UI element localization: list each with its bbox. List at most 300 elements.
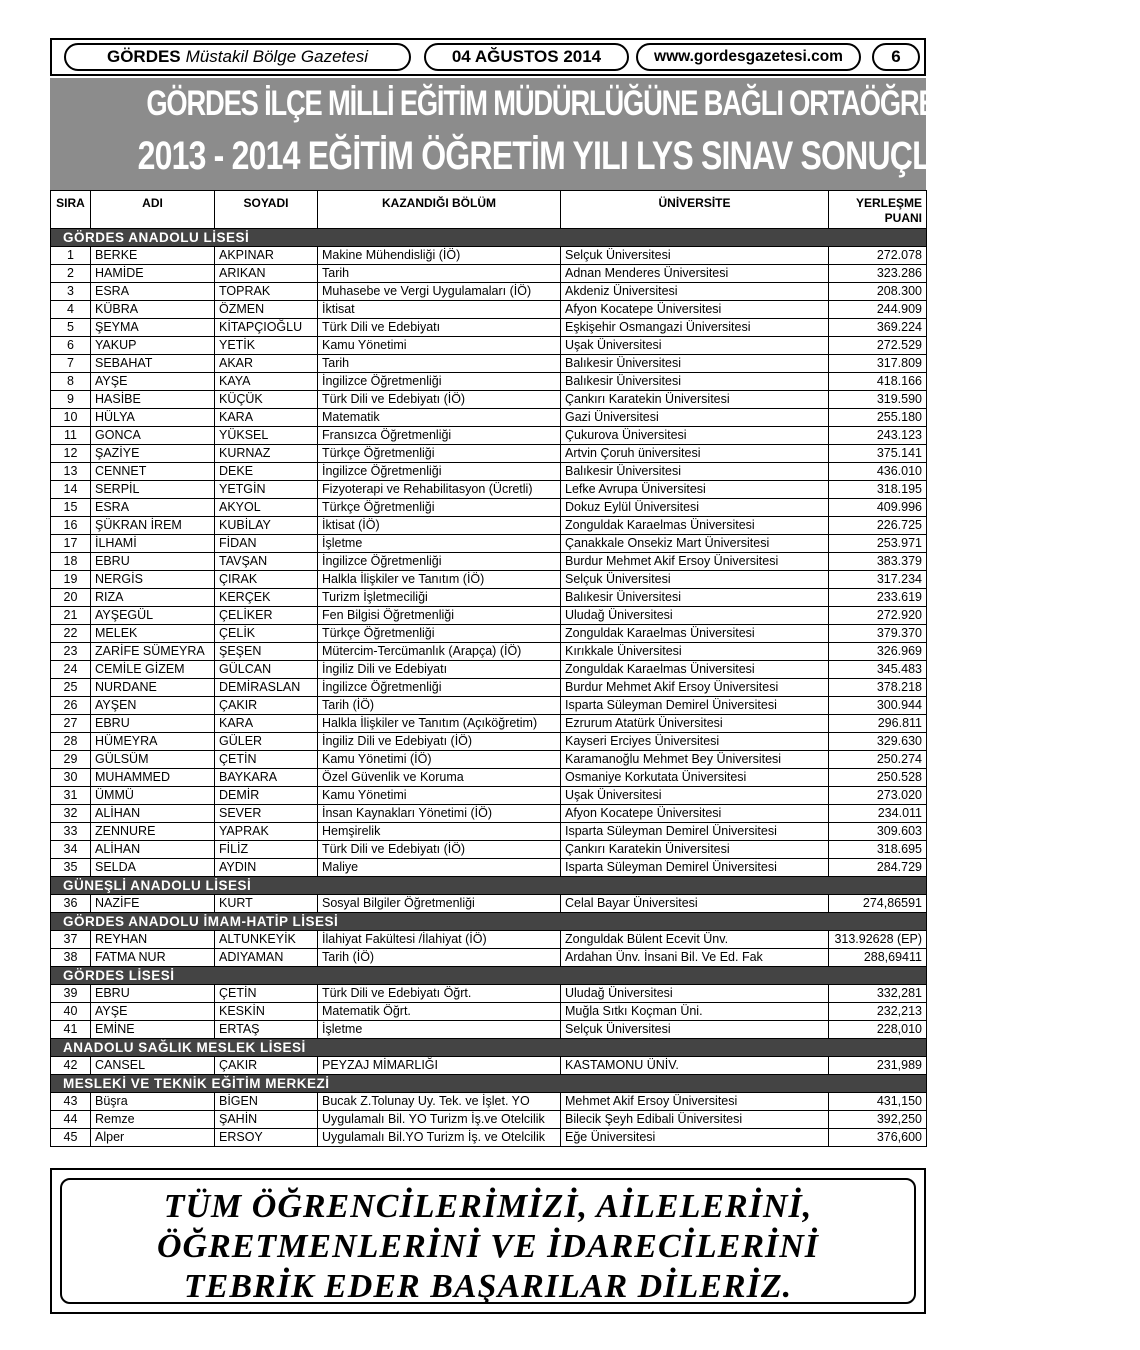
university: Isparta Süleyman Demirel Üniversitesi	[561, 859, 829, 877]
first-name: AYŞEGÜL	[91, 607, 215, 625]
university: Uludağ Üniversitesi	[561, 985, 829, 1003]
first-name: SERPİL	[91, 481, 215, 499]
department: Türk Dili ve Edebiyatı (İÖ)	[318, 391, 561, 409]
department: Maliye	[318, 859, 561, 877]
row-number: 34	[51, 841, 91, 859]
table-row	[51, 337, 927, 355]
first-name: EMİNE	[91, 1021, 215, 1039]
first-name: ZENNURE	[91, 823, 215, 841]
first-name: CENNET	[91, 463, 215, 481]
row-number: 26	[51, 697, 91, 715]
department: Muhasebe ve Vergi Uygulamaları (İÖ)	[318, 283, 561, 301]
closing-line3: TEBRİK EDER BAŞARILAR DİLERİZ.	[183, 1268, 793, 1305]
table-row	[51, 427, 927, 445]
university: Lefke Avrupa Üniversitesi	[561, 481, 829, 499]
table-row	[51, 661, 927, 679]
last-name: AKPINAR	[215, 247, 318, 265]
first-name: RIZA	[91, 589, 215, 607]
placement-score: 255.180	[829, 409, 927, 427]
department: İngilizce Öğretmenliği	[318, 553, 561, 571]
table-row	[51, 733, 927, 751]
table-row	[51, 409, 927, 427]
last-name: AKYOL	[215, 499, 318, 517]
first-name: ŞEYMA	[91, 319, 215, 337]
first-name: GÜLSÜM	[91, 751, 215, 769]
last-name: DEMİRASLAN	[215, 679, 318, 697]
department: Özel Güvenlik ve Koruma	[318, 769, 561, 787]
closing-line1: TÜM ÖĞRENCİLERİMİZİ, AİLELERİNİ,	[163, 1188, 813, 1225]
section-title: MESLEKİ VE TEKNİK EĞİTİM MERKEZİ	[51, 1075, 927, 1093]
table-row	[51, 805, 927, 823]
university: Afyon Kocatepe Üniversitesi	[561, 301, 829, 319]
last-name: TAVŞAN	[215, 553, 318, 571]
last-name: DEMİR	[215, 787, 318, 805]
university: Ardahan Ünv. İnsani Bil. Ve Ed. Fak	[561, 949, 829, 967]
last-name: ÇAKIR	[215, 1057, 318, 1075]
column-header: SIRA	[51, 191, 91, 229]
department: Türkçe Öğretmenliği	[318, 625, 561, 643]
row-number: 33	[51, 823, 91, 841]
placement-score: 431,150	[829, 1093, 927, 1111]
first-name: ŞAZİYE	[91, 445, 215, 463]
first-name: HAMİDE	[91, 265, 215, 283]
closing-message-box	[50, 1168, 926, 1314]
department: İngilizce Öğretmenliği	[318, 373, 561, 391]
first-name: ESRA	[91, 499, 215, 517]
table-row	[51, 625, 927, 643]
department: Türkçe Öğretmenliği	[318, 445, 561, 463]
university: Zonguldak Karaelmas Üniversitesi	[561, 661, 829, 679]
row-number: 13	[51, 463, 91, 481]
table-row	[51, 697, 927, 715]
table-row	[51, 1057, 927, 1075]
first-name: AYŞEN	[91, 697, 215, 715]
last-name: BAYKARA	[215, 769, 318, 787]
last-name: YAPRAK	[215, 823, 318, 841]
table-row	[51, 301, 927, 319]
first-name: EBRU	[91, 715, 215, 733]
placement-score: 272.078	[829, 247, 927, 265]
table-row	[51, 355, 927, 373]
row-number: 36	[51, 895, 91, 913]
row-number: 6	[51, 337, 91, 355]
section-header-row	[51, 1075, 927, 1093]
first-name: ZARİFE SÜMEYRA	[91, 643, 215, 661]
last-name: AKAR	[215, 355, 318, 373]
results-table	[50, 190, 927, 1147]
first-name: GONCA	[91, 427, 215, 445]
last-name: ÇETİN	[215, 751, 318, 769]
first-name: KÜBRA	[91, 301, 215, 319]
section-header-row	[51, 1039, 927, 1057]
last-name: BİGEN	[215, 1093, 318, 1111]
page-number: 6	[872, 43, 920, 71]
row-number: 24	[51, 661, 91, 679]
first-name: AYŞE	[91, 1003, 215, 1021]
first-name: CANSEL	[91, 1057, 215, 1075]
first-name: FATMA NUR	[91, 949, 215, 967]
row-number: 2	[51, 265, 91, 283]
department: Makine Mühendisliği (İÖ)	[318, 247, 561, 265]
department: Fen Bilgisi Öğretmenliği	[318, 607, 561, 625]
last-name: DEKE	[215, 463, 318, 481]
placement-score: 317.234	[829, 571, 927, 589]
placement-score: 436.010	[829, 463, 927, 481]
first-name: NERGİS	[91, 571, 215, 589]
department: Tarih (İÖ)	[318, 949, 561, 967]
last-name: ÖZMEN	[215, 301, 318, 319]
row-number: 11	[51, 427, 91, 445]
last-name: ÇELİKER	[215, 607, 318, 625]
website-link[interactable]: www.gordesgazetesi.com	[636, 43, 861, 71]
table-row	[51, 265, 927, 283]
section-title: GÖRDES LİSESİ	[51, 967, 927, 985]
placement-score: 233.619	[829, 589, 927, 607]
placement-score: 418.166	[829, 373, 927, 391]
department: Uygulamalı Bil.YO Turizm İş. ve Otelcilik	[318, 1129, 561, 1147]
section-title: ANADOLU SAĞLIK MESLEK LİSESİ	[51, 1039, 927, 1057]
placement-score: 318.695	[829, 841, 927, 859]
row-number: 41	[51, 1021, 91, 1039]
table-row	[51, 1093, 927, 1111]
row-number: 38	[51, 949, 91, 967]
university: Eşkişehir Osmangazi Üniversitesi	[561, 319, 829, 337]
table-row	[51, 787, 927, 805]
paper-subtitle: Müstakil Bölge Gazetesi	[185, 47, 369, 66]
placement-score: 228,010	[829, 1021, 927, 1039]
row-number: 40	[51, 1003, 91, 1021]
university: Zonguldak Karaelmas Üniversitesi	[561, 517, 829, 535]
closing-line2: ÖĞRETMENLERİNİ VE İDARECİLERİNİ	[156, 1228, 820, 1265]
university: Balıkesir Üniversitesi	[561, 373, 829, 391]
last-name: KİTAPÇIOĞLU	[215, 319, 318, 337]
last-name: ADIYAMAN	[215, 949, 318, 967]
department: Bucak Z.Tolunay Uy. Tek. ve İşlet. YO	[318, 1093, 561, 1111]
row-number: 17	[51, 535, 91, 553]
last-name: ÇETİN	[215, 985, 318, 1003]
placement-score: 369.224	[829, 319, 927, 337]
row-number: 29	[51, 751, 91, 769]
department: İktisat (İÖ)	[318, 517, 561, 535]
placement-score: 250.528	[829, 769, 927, 787]
row-number: 25	[51, 679, 91, 697]
last-name: AYDIN	[215, 859, 318, 877]
university: Balıkesir Üniversitesi	[561, 589, 829, 607]
row-number: 1	[51, 247, 91, 265]
department: PEYZAJ MİMARLIĞI	[318, 1057, 561, 1075]
last-name: KAYA	[215, 373, 318, 391]
row-number: 7	[51, 355, 91, 373]
table-row	[51, 949, 927, 967]
row-number: 3	[51, 283, 91, 301]
first-name: MUHAMMED	[91, 769, 215, 787]
section-title: GÖRDES ANADOLU İMAM-HATİP LİSESİ	[51, 913, 927, 931]
last-name: KARA	[215, 715, 318, 733]
university: Uludağ Üniversitesi	[561, 607, 829, 625]
department: Kamu Yönetimi	[318, 787, 561, 805]
row-number: 23	[51, 643, 91, 661]
placement-score: 274,86591	[829, 895, 927, 913]
placement-score: 378.218	[829, 679, 927, 697]
department: Sosyal Bilgiler Öğretmenliği	[318, 895, 561, 913]
row-number: 18	[51, 553, 91, 571]
department: İşletme	[318, 1021, 561, 1039]
row-number: 30	[51, 769, 91, 787]
table-row	[51, 1111, 927, 1129]
last-name: ÇIRAK	[215, 571, 318, 589]
row-number: 42	[51, 1057, 91, 1075]
department: Kamu Yönetimi (İÖ)	[318, 751, 561, 769]
row-number: 39	[51, 985, 91, 1003]
table-row	[51, 859, 927, 877]
university: Akdeniz Üniversitesi	[561, 283, 829, 301]
row-number: 43	[51, 1093, 91, 1111]
row-number: 8	[51, 373, 91, 391]
last-name: ÇELİK	[215, 625, 318, 643]
university: Bilecik Şeyh Edibali Üniversitesi	[561, 1111, 829, 1129]
table-row	[51, 589, 927, 607]
last-name: FİDAN	[215, 535, 318, 553]
university: Afyon Kocatepe Üniversitesi	[561, 805, 829, 823]
department: İşletme	[318, 535, 561, 553]
table-row	[51, 445, 927, 463]
last-name: TOPRAK	[215, 283, 318, 301]
table-row	[51, 1129, 927, 1147]
last-name: GÜLER	[215, 733, 318, 751]
placement-score: 208.300	[829, 283, 927, 301]
department: Kamu Yönetimi	[318, 337, 561, 355]
university: Zonguldak Karaelmas Üniversitesi	[561, 625, 829, 643]
department: Turizm İşletmeciliği	[318, 589, 561, 607]
department: İngiliz Dili ve Edebiyatı (İÖ)	[318, 733, 561, 751]
university: Burdur Mehmet Akif Ersoy Üniversitesi	[561, 553, 829, 571]
first-name: REYHAN	[91, 931, 215, 949]
first-name: ALİHAN	[91, 805, 215, 823]
last-name: ŞEŞEN	[215, 643, 318, 661]
row-number: 19	[51, 571, 91, 589]
placement-score: 326.969	[829, 643, 927, 661]
last-name: KÜÇÜK	[215, 391, 318, 409]
university: Ezrurum Atatürk Üniversitesi	[561, 715, 829, 733]
university: Gazi Üniversitesi	[561, 409, 829, 427]
department: Türk Dili ve Edebiyatı	[318, 319, 561, 337]
first-name: ŞÜKRAN İREM	[91, 517, 215, 535]
university: Uşak Üniversitesi	[561, 787, 829, 805]
table-row	[51, 283, 927, 301]
university: Burdur Mehmet Akif Ersoy Üniversitesi	[561, 679, 829, 697]
table-row	[51, 931, 927, 949]
placement-score: 309.603	[829, 823, 927, 841]
table-row	[51, 607, 927, 625]
placement-score: 332,281	[829, 985, 927, 1003]
department: İngilizce Öğretmenliği	[318, 463, 561, 481]
department: İnsan Kaynakları Yönetimi (İÖ)	[318, 805, 561, 823]
row-number: 27	[51, 715, 91, 733]
university: Celal Bayar Üniversitesi	[561, 895, 829, 913]
table-row	[51, 535, 927, 553]
university: Balıkesir Üniversitesi	[561, 355, 829, 373]
paper-name-pill	[64, 43, 411, 71]
row-number: 15	[51, 499, 91, 517]
first-name: SEBAHAT	[91, 355, 215, 373]
university: Çanakkale Onsekiz Mart Üniversitesi	[561, 535, 829, 553]
university: Çankırı Karatekin Üniversitesi	[561, 391, 829, 409]
row-number: 21	[51, 607, 91, 625]
department: İngiliz Dili ve Edebiyatı	[318, 661, 561, 679]
university: Isparta Süleyman Demirel Üniversitesi	[561, 697, 829, 715]
table-row	[51, 391, 927, 409]
first-name: HÜLYA	[91, 409, 215, 427]
department: Matematik	[318, 409, 561, 427]
placement-score: 409.996	[829, 499, 927, 517]
last-name: ERSOY	[215, 1129, 318, 1147]
table-row	[51, 553, 927, 571]
placement-score: 375.141	[829, 445, 927, 463]
university: Dokuz Eylül Üniversitesi	[561, 499, 829, 517]
university: Kayseri Erciyes Üniversitesi	[561, 733, 829, 751]
placement-score: 313.92628 (EP)	[829, 931, 927, 949]
column-header: SOYADI	[215, 191, 318, 229]
last-name: YETGİN	[215, 481, 318, 499]
first-name: AYŞE	[91, 373, 215, 391]
university: Selçuk Üniversitesi	[561, 1021, 829, 1039]
university: Artvin Çoruh üniversitesi	[561, 445, 829, 463]
first-name: SELDA	[91, 859, 215, 877]
department: Matematik Öğrt.	[318, 1003, 561, 1021]
row-number: 10	[51, 409, 91, 427]
title-banner	[50, 78, 1140, 190]
table-header-row	[51, 191, 927, 229]
first-name: Büşra	[91, 1093, 215, 1111]
table-row	[51, 1003, 927, 1021]
last-name: KURNAZ	[215, 445, 318, 463]
university: Selçuk Üniversitesi	[561, 571, 829, 589]
first-name: CEMİLE GİZEM	[91, 661, 215, 679]
placement-score: 272.920	[829, 607, 927, 625]
university: KASTAMONU ÜNİV.	[561, 1057, 829, 1075]
placement-score: 383.379	[829, 553, 927, 571]
table-row	[51, 769, 927, 787]
first-name: ÜMMÜ	[91, 787, 215, 805]
placement-score: 288,69411	[829, 949, 927, 967]
banner-title-line2: 2013 - 2014 EĞİTİM ÖĞRETİM YILI LYS SINAV SONUÇLARI :	[137, 134, 1002, 178]
placement-score: 379.370	[829, 625, 927, 643]
department: İngilizce Öğretmenliği	[318, 679, 561, 697]
placement-score: 284.729	[829, 859, 927, 877]
university: Eğe Üniversitesi	[561, 1129, 829, 1147]
first-name: ESRA	[91, 283, 215, 301]
first-name: BERKE	[91, 247, 215, 265]
first-name: Alper	[91, 1129, 215, 1147]
department: Fransızca Öğretmenliği	[318, 427, 561, 445]
paper-name: GÖRDES	[106, 47, 181, 66]
table-row	[51, 1021, 927, 1039]
row-number: 31	[51, 787, 91, 805]
last-name: ŞAHİN	[215, 1111, 318, 1129]
table-body	[51, 229, 927, 1147]
department: Tarih (İÖ)	[318, 697, 561, 715]
section-title: GÖRDES ANADOLU LİSESİ	[51, 229, 927, 247]
newspaper-header	[50, 38, 926, 76]
last-name: KESKİN	[215, 1003, 318, 1021]
university: Kırıkkale Üniversitesi	[561, 643, 829, 661]
column-header: ÜNİVERSİTE	[561, 191, 829, 229]
department: Türk Dili ve Edebiyatı (İÖ)	[318, 841, 561, 859]
row-number: 45	[51, 1129, 91, 1147]
department: Halkla İlişkiler ve Tanıtım (İÖ)	[318, 571, 561, 589]
placement-score: 232,213	[829, 1003, 927, 1021]
department: Tarih	[318, 355, 561, 373]
closing-message-frame	[60, 1178, 916, 1304]
last-name: KERÇEK	[215, 589, 318, 607]
first-name: YAKUP	[91, 337, 215, 355]
column-header: ADI	[91, 191, 215, 229]
table-row	[51, 679, 927, 697]
last-name: SEVER	[215, 805, 318, 823]
table-row	[51, 247, 927, 265]
table-row	[51, 751, 927, 769]
first-name: Remze	[91, 1111, 215, 1129]
placement-score: 244.909	[829, 301, 927, 319]
first-name: MELEK	[91, 625, 215, 643]
university: Muğla Sıtkı Koçman Üni.	[561, 1003, 829, 1021]
placement-score: 272.529	[829, 337, 927, 355]
table-row	[51, 985, 927, 1003]
university: Çukurova Üniversitesi	[561, 427, 829, 445]
placement-score: 253.971	[829, 535, 927, 553]
placement-score: 345.483	[829, 661, 927, 679]
placement-score: 234.011	[829, 805, 927, 823]
first-name: HASİBE	[91, 391, 215, 409]
department: Hemşirelik	[318, 823, 561, 841]
last-name: ERTAŞ	[215, 1021, 318, 1039]
row-number: 22	[51, 625, 91, 643]
row-number: 14	[51, 481, 91, 499]
row-number: 16	[51, 517, 91, 535]
table-row	[51, 895, 927, 913]
section-header-row	[51, 967, 927, 985]
last-name: KURT	[215, 895, 318, 913]
placement-score: 329.630	[829, 733, 927, 751]
table-row	[51, 481, 927, 499]
row-number: 9	[51, 391, 91, 409]
placement-score: 323.286	[829, 265, 927, 283]
university: Uşak Üniversitesi	[561, 337, 829, 355]
row-number: 20	[51, 589, 91, 607]
university: Isparta Süleyman Demirel Üniversitesi	[561, 823, 829, 841]
table-row	[51, 841, 927, 859]
table-row	[51, 823, 927, 841]
last-name: YÜKSEL	[215, 427, 318, 445]
placement-score: 319.590	[829, 391, 927, 409]
placement-score: 392,250	[829, 1111, 927, 1129]
row-number: 35	[51, 859, 91, 877]
last-name: YETİK	[215, 337, 318, 355]
department: İlahiyat Fakültesi /İlahiyat (İÖ)	[318, 931, 561, 949]
issue-date: 04 AĞUSTOS 2014	[424, 43, 629, 71]
placement-score: 273.020	[829, 787, 927, 805]
placement-score: 226.725	[829, 517, 927, 535]
university: Karamanoğlu Mehmet Bey Üniversitesi	[561, 751, 829, 769]
department: Türkçe Öğretmenliği	[318, 499, 561, 517]
placement-score: 231,989	[829, 1057, 927, 1075]
section-title: GÜNEŞLİ ANADOLU LİSESİ	[51, 877, 927, 895]
section-header-row	[51, 913, 927, 931]
department: Fizyoterapi ve Rehabilitasyon (Ücretli)	[318, 481, 561, 499]
university: Mehmet Akif Ersoy Üniversitesi	[561, 1093, 829, 1111]
department: İktisat	[318, 301, 561, 319]
table-row	[51, 517, 927, 535]
